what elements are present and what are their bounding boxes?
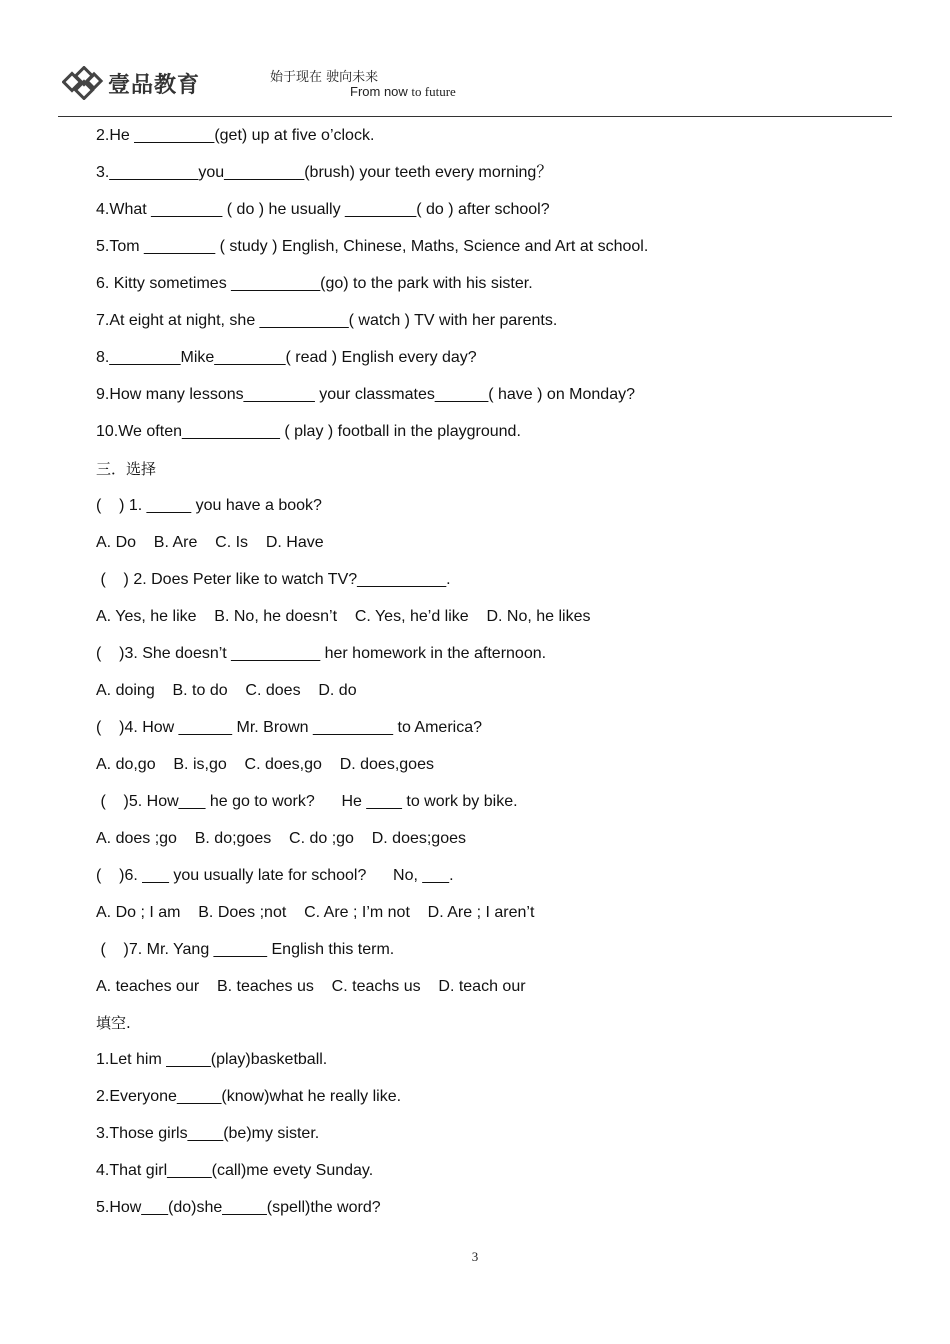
- exercise-line: 9.How many lessons________ your classmates______( have ) on Monday?: [96, 386, 635, 403]
- exercise-line: 10.We often___________ ( play ) football in the playground.: [96, 423, 521, 440]
- exercise-line: 4.What ________ ( do ) he usually ________( do ) after school?: [96, 201, 550, 218]
- choice-options: A. Do B. Are C. Is D. Have: [96, 534, 324, 551]
- exercise-line: 3.__________you_________(brush) your teeth every morning？: [96, 164, 553, 181]
- choice-options: A. teaches our B. teaches us C. teachs us D. teach our: [96, 978, 526, 995]
- choice-options: A. Yes, he like B. No, he doesn’t C. Yes, he’d like D. No, he likes: [96, 608, 591, 625]
- section-title-choice: 三．选择: [96, 460, 157, 478]
- fill-blank-line: 4.That girl_____(call)me evety Sunday.: [96, 1162, 374, 1179]
- choice-question: ( )4. How ______ Mr. Brown _________ to America?: [96, 719, 482, 736]
- page-number: 3: [471, 1249, 479, 1264]
- choice-question: ( )3. She doesn’t __________ her homework in the afternoon.: [96, 645, 547, 662]
- choice-options: A. doing B. to do C. does D. do: [96, 682, 357, 699]
- fill-blank-line: 1.Let him _____(play)basketball.: [96, 1051, 328, 1068]
- page-header: [0, 0, 950, 118]
- slogan-chinese: 始于现在 驶向未来: [270, 70, 379, 85]
- logo-emblem-icon: [62, 66, 106, 100]
- choice-question: ( ) 1. _____ you have a book?: [96, 497, 322, 514]
- choice-question: ( )5. How___ he go to work? He ____ to work by bike.: [96, 793, 518, 810]
- section-title-fill: 填空.: [96, 1014, 131, 1032]
- choice-question: ( )7. Mr. Yang ______ English this term.: [96, 941, 395, 958]
- choice-options: A. do,go B. is,go C. does,go D. does,goes: [96, 756, 434, 773]
- exercise-line: 6. Kitty sometimes __________(go) to the park with his sister.: [96, 275, 533, 292]
- choice-question: ( ) 2. Does Peter like to watch TV?__________.: [96, 571, 451, 588]
- fill-blank-line: 3.Those girls____(be)my sister.: [96, 1125, 320, 1142]
- brand-logo: [62, 64, 232, 104]
- choice-question: ( )6. ___ you usually late for school? No, ___.: [96, 867, 454, 884]
- choice-options: A. Do ; I am B. Does ;not C. Are ; I’m not D. Are ; I aren’t: [96, 904, 535, 921]
- fill-blank-line: 5.How___(do)she_____(spell)the word?: [96, 1199, 381, 1216]
- exercise-line: 7.At eight at night, she __________( watch ) TV with her parents.: [96, 312, 558, 329]
- fill-blank-line: 2.Everyone_____(know)what he really like.: [96, 1088, 402, 1105]
- slogan-english-part2: to future: [411, 84, 456, 99]
- exercise-line: 8.________Mike________( read ) English every day?: [96, 349, 477, 366]
- exercise-line: 5.Tom ________ ( study ) English, Chinese, Maths, Science and Art at school.: [96, 238, 649, 255]
- logo-text: 壹品教育: [108, 73, 201, 98]
- header-divider: [58, 116, 892, 117]
- exercise-line: 2.He _________(get) up at five o’clock.: [96, 127, 375, 144]
- choice-options: A. does ;go B. do;goes C. do ;go D. does;goes: [96, 830, 466, 847]
- slogan-english-part1: From now: [350, 84, 408, 99]
- slogan-english: [350, 84, 456, 100]
